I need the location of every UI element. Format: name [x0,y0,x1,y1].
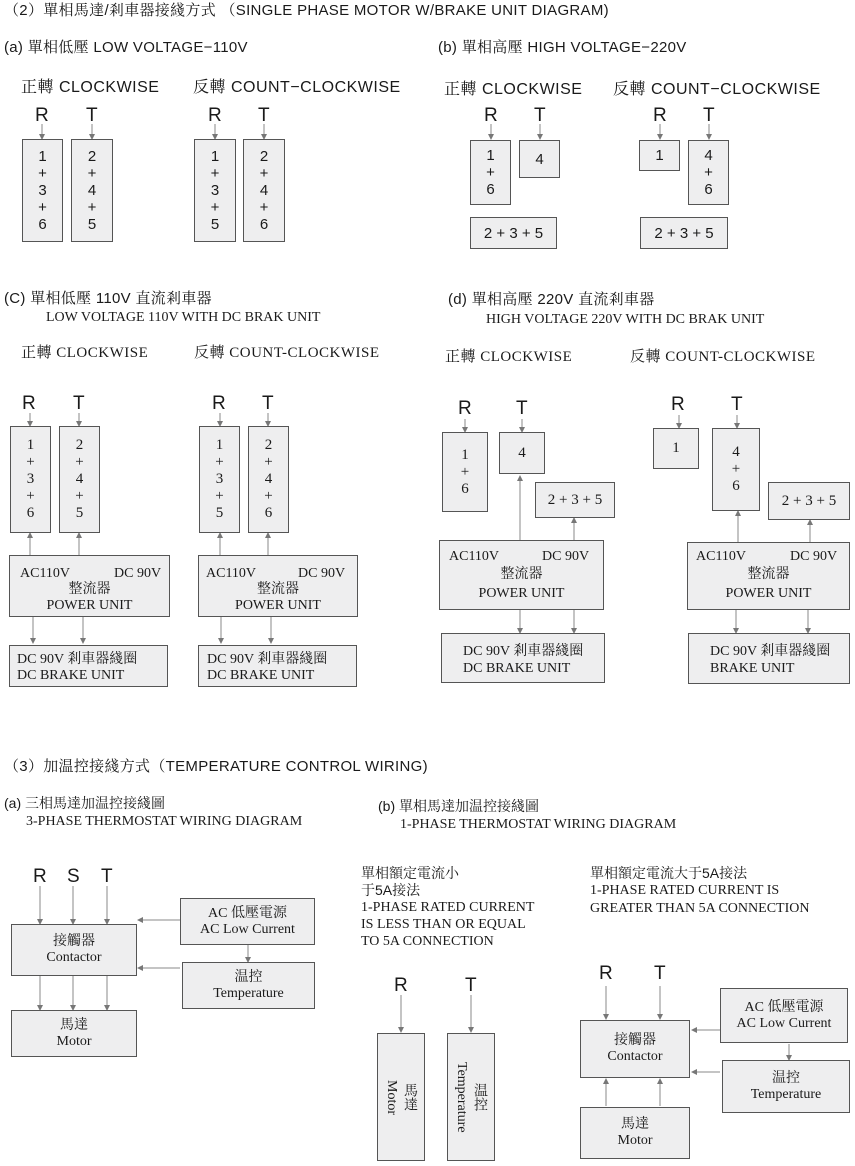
d-ccw-brake-unit: DC 90V 剎車器綫圈 BRAKE UNIT [688,633,850,684]
2b-ccw-terminal-right: 4 + 6 [688,140,729,205]
c-ccw-terminal-right: 2 + 4 + 6 [248,426,289,533]
d-clockwise-label: 正轉 CLOCKWISE [445,349,573,365]
c-cw-terminal-right: 2 + 4 + 5 [59,426,100,533]
d-ccw-terminal-left: 1 [653,428,699,469]
3b-gt5-cn: 單相額定電流大于5A接法 [590,865,748,881]
2b-cw-terminal-bottom: 2 + 3 + 5 [470,217,557,249]
section-c-subtitle: LOW VOLTAGE 110V WITH DC BRAK UNIT [46,310,321,325]
3b-left-r-label: R [394,975,408,996]
2a-ccw-terminal-left: 1 + 3 + 5 [194,139,236,242]
3b-gt5-en-line1: 1-PHASE RATED CURRENT IS [590,883,780,898]
2b-count-clockwise-label: 反轉 COUNT−CLOCKWISE [613,81,821,98]
d-cw-power-unit: AC110V DC 90V 整流器 POWER UNIT [439,540,604,610]
3b-right-ac-low-current-box: AC 低壓電源 AC Low Current [720,988,848,1043]
3b-right-contactor-box: 接觸器 Contactor [580,1020,690,1078]
3b-gt5-en-line2: GREATER THAN 5A CONNECTION [590,901,810,916]
c-ccw-brake-unit: DC 90V 剎車器綫圈 DC BRAKE UNIT [198,645,357,687]
section-3b-subtitle: 1-PHASE THERMOSTAT WIRING DIAGRAM [400,817,677,832]
2b-ccw-t-label: T [703,105,715,126]
2b-ccw-terminal-left: 1 [639,140,680,171]
2a-ccw-t-label: T [258,105,270,126]
3a-s-label: S [67,866,80,887]
3a-motor-box: 馬達 Motor [11,1010,137,1057]
3a-r-label: R [33,866,47,887]
3a-ac-low-current-box: AC 低壓電源 AC Low Current [180,898,315,945]
2a-cw-terminal-left: 1 + 3 + 6 [22,139,63,242]
d-cw-t-label: T [516,398,528,419]
2b-ccw-terminal-bottom: 2 + 3 + 5 [640,217,728,249]
2b-cw-t-label: T [534,105,546,126]
2a-cw-t-label: T [86,105,98,126]
d-ccw-t-label: T [731,394,743,415]
c-clockwise-label: 正轉 CLOCKWISE [21,345,149,361]
d-ccw-terminal-extra: 2 + 3 + 5 [768,482,850,520]
section-d-subtitle: HIGH VOLTAGE 220V WITH DC BRAK UNIT [486,312,765,327]
3b-le5-cn-line1: 單相額定電流小 [361,865,459,881]
3a-contactor-box: 接觸器 Contactor [11,924,137,976]
3b-left-motor-box: 馬達 Motor [377,1033,425,1161]
d-ccw-terminal-right: 4 + 6 [712,428,760,511]
d-cw-r-label: R [458,398,472,419]
d-cw-brake-unit: DC 90V 剎車器綫圈 DC BRAKE UNIT [441,633,605,683]
3a-t-label: T [101,866,113,887]
d-count-clockwise-label: 反轉 COUNT-CLOCKWISE [630,349,816,365]
3b-left-temperature-box: 温控 Temperature [447,1033,495,1161]
3b-le5-en-line2: IS LESS THAN OR EQUAL [361,917,526,932]
2b-clockwise-label: 正轉 CLOCKWISE [444,81,583,98]
3a-temperature-box: 温控 Temperature [182,962,315,1009]
c-ccw-r-label: R [212,393,226,414]
c-cw-terminal-left: 1 + 3 + 6 [10,426,51,533]
2a-cw-r-label: R [35,105,49,126]
2a-ccw-r-label: R [208,105,222,126]
section-2a-title: (a) 單相低壓 LOW VOLTAGE−110V [4,39,248,56]
3b-le5-en-line1: 1-PHASE RATED CURRENT [361,900,535,915]
3b-right-t-label: T [654,963,666,984]
2b-ccw-r-label: R [653,105,667,126]
section-3b-title: (b) 單相馬達加温控接綫圖 [378,798,539,814]
3b-left-t-label: T [465,975,477,996]
c-ccw-power-unit: AC110V DC 90V 整流器 POWER UNIT [198,555,358,617]
2b-cw-r-label: R [484,105,498,126]
d-cw-terminal-right: 4 [499,432,545,474]
c-count-clockwise-label: 反轉 COUNT-CLOCKWISE [194,345,380,361]
2b-cw-terminal-right: 4 [519,140,560,178]
section-c-title: (C) 單相低壓 110V 直流剎車器 [4,290,212,307]
2b-cw-terminal-left: 1 + 6 [470,140,511,205]
c-cw-brake-unit: DC 90V 剎車器綫圈 DC BRAKE UNIT [9,645,168,687]
2a-ccw-terminal-right: 2 + 4 + 6 [243,139,285,242]
section-2-title: （2）單相馬達/剎車器接綫方式 （SINGLE PHASE MOTOR W/BRAKE UNIT DIAGRAM) [4,2,609,19]
c-ccw-terminal-left: 1 + 3 + 5 [199,426,240,533]
c-cw-r-label: R [22,393,36,414]
3b-right-temperature-box: 温控 Temperature [722,1060,850,1113]
2a-cw-terminal-right: 2 + 4 + 5 [71,139,113,242]
2a-count-clockwise-label: 反轉 COUNT−CLOCKWISE [193,79,401,96]
d-ccw-r-label: R [671,394,685,415]
section-2b-title: (b) 單相高壓 HIGH VOLTAGE−220V [438,39,687,56]
section-3a-title: (a) 三相馬達加温控接綫圖 [4,795,165,811]
3b-le5-cn-line2: 于5A接法 [361,882,421,898]
c-cw-t-label: T [73,393,85,414]
section-3a-subtitle: 3-PHASE THERMOSTAT WIRING DIAGRAM [26,814,303,829]
c-ccw-t-label: T [262,393,274,414]
d-cw-terminal-extra: 2 + 3 + 5 [535,482,615,518]
section-d-title: (d) 單相高壓 220V 直流剎車器 [448,291,655,308]
section-3-title: （3）加温控接綫方式（TEMPERATURE CONTROL WIRING) [4,758,428,775]
3b-right-r-label: R [599,963,613,984]
3b-le5-en-line3: TO 5A CONNECTION [361,934,494,949]
2a-clockwise-label: 正轉 CLOCKWISE [21,79,160,96]
c-cw-power-unit: AC110V DC 90V 整流器 POWER UNIT [9,555,170,617]
3b-right-motor-box: 馬達 Motor [580,1107,690,1159]
d-ccw-power-unit: AC110V DC 90V 整流器 POWER UNIT [687,542,850,610]
d-cw-terminal-left: 1 + 6 [442,432,488,512]
